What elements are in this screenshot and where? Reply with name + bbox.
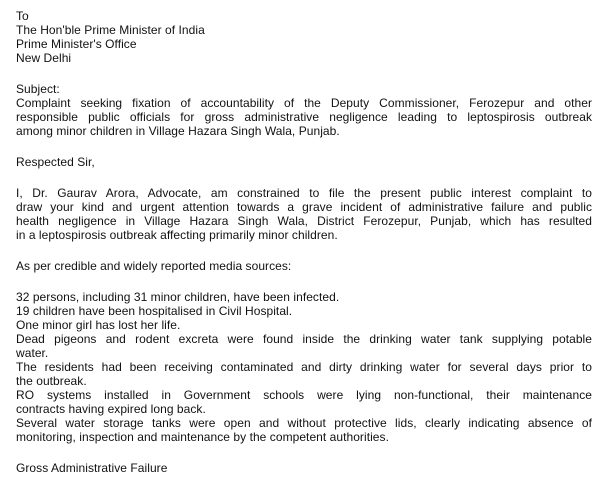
fact-death: One minor girl has lost her life. [16, 318, 181, 332]
subject-label: Subject: [16, 82, 60, 96]
address-line-to: To [16, 9, 29, 23]
spacer [16, 138, 592, 155]
spacer [16, 169, 592, 186]
fact-hospitalised: 19 children have been hospitalised in Civil Hospital. [16, 304, 293, 318]
section-heading: Gross Administrative Failure [16, 461, 168, 475]
address-line-city: New Delhi [16, 51, 72, 65]
fact-infected-count: 32 persons, including 31 minor children, have been infected. [16, 290, 340, 304]
subject-line: Complaint seeking fixation of accountability of the Deputy Commissioner, Ferozepur and other [16, 96, 592, 110]
spacer [16, 65, 592, 82]
subject-line: responsible public officials for gross administrative negligence leading to leptospirosis outbreak [16, 110, 592, 124]
fact-water-tank-cont: water. [16, 346, 49, 360]
fact-contaminated-water: The residents had been receiving contaminated and dirty drinking water for several days prior to [16, 360, 592, 374]
intro-paragraph [16, 186, 592, 242]
intro-line: in a leptospirosis outbreak affecting primarily minor children. [16, 228, 338, 242]
complaint-letter [16, 9, 592, 475]
address-line-recipient: The Hon'ble Prime Minister of India [16, 23, 205, 37]
recipient-address [16, 9, 592, 65]
spacer [16, 242, 592, 259]
address-line-office: Prime Minister's Office [16, 37, 137, 51]
fact-contaminated-water-cont: the outbreak. [16, 374, 87, 388]
fact-open-tanks-cont: monitoring, inspection and maintenance by the competent authorities. [16, 430, 389, 444]
fact-ro-systems-cont: contracts having expired long back. [16, 402, 206, 416]
intro-line: I, Dr. Gaurav Arora, Advocate, am constrained to file the present public interest complaint to [16, 186, 592, 200]
intro-line: draw your kind and urgent attention towards a grave incident of administrative failure and public [16, 200, 592, 214]
facts-list [16, 290, 592, 444]
fact-water-tank: Dead pigeons and rodent excreta were found inside the drinking water tank supplying potable [16, 332, 592, 346]
fact-open-tanks: Several water storage tanks were open and without protective lids, clearly indicating absence of [16, 416, 592, 430]
spacer [16, 273, 592, 290]
subject-block [16, 82, 592, 138]
sources-intro: As per credible and widely reported media sources: [16, 259, 292, 273]
spacer [16, 444, 592, 461]
salutation: Respected Sir, [16, 155, 95, 169]
subject-line: among minor children in Village Hazara Singh Wala, Punjab. [16, 124, 340, 138]
intro-line: health negligence in Village Hazara Singh Wala, District Ferozepur, Punjab, which has resulted [16, 214, 592, 228]
fact-ro-systems: RO systems installed in Government schools were lying non-functional, their maintenance [16, 388, 592, 402]
